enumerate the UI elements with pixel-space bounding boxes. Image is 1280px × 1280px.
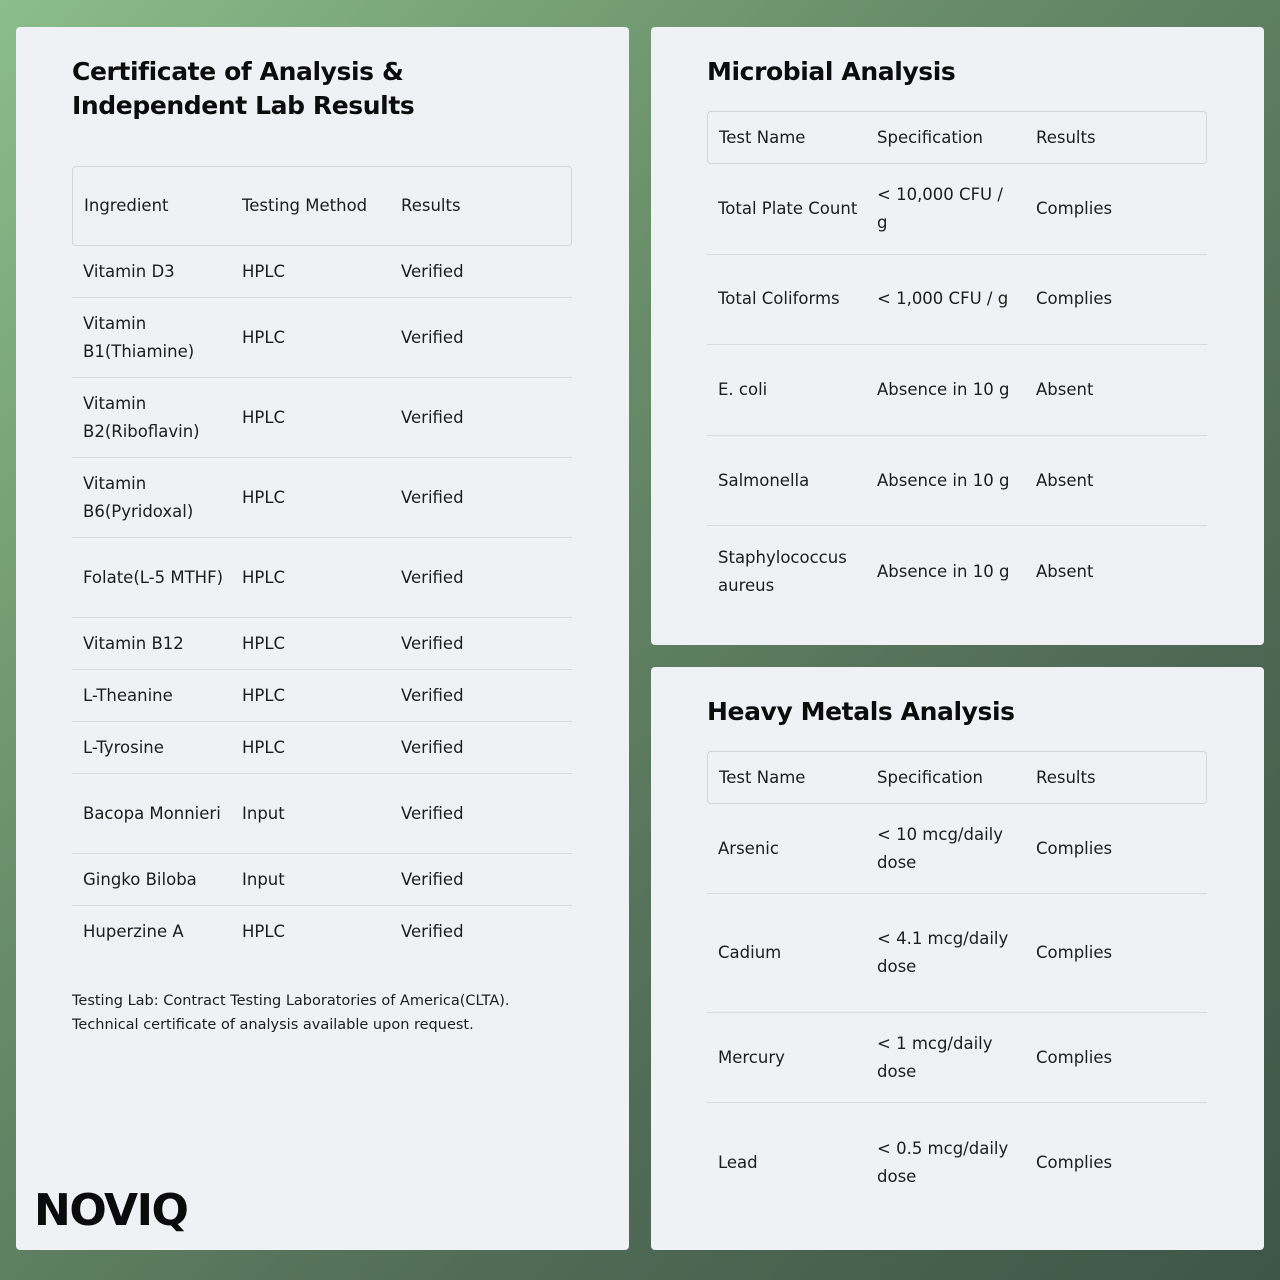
table-row bbox=[72, 458, 572, 538]
test-name-cell: Salmonella bbox=[707, 436, 866, 527]
header-test-name: Test Name bbox=[707, 751, 866, 804]
specification-cell: < 1 mcg/daily dose bbox=[866, 1013, 1025, 1103]
result-cell: Complies bbox=[1025, 1013, 1207, 1103]
result-cell: Complies bbox=[1025, 164, 1207, 255]
ingredient-cell: Vitamin B1(Thiamine) bbox=[72, 298, 231, 378]
header-results: Results bbox=[1025, 111, 1207, 164]
result-cell: Verified bbox=[390, 774, 572, 854]
microbial-card bbox=[651, 27, 1264, 645]
result-cell: Verified bbox=[390, 722, 572, 774]
table-header-row bbox=[707, 751, 1207, 804]
testing-lab-footnote bbox=[72, 989, 592, 1037]
method-cell: HPLC bbox=[231, 722, 390, 774]
header-test-name: Test Name bbox=[707, 111, 866, 164]
result-cell: Complies bbox=[1025, 804, 1207, 894]
header-results: Results bbox=[390, 166, 572, 246]
table-row bbox=[72, 854, 572, 906]
heavy-metals-card bbox=[651, 667, 1264, 1250]
table-row bbox=[707, 255, 1207, 346]
table-row bbox=[707, 894, 1207, 1013]
brand-logo: NOVIQ bbox=[34, 1185, 188, 1236]
microbial-table bbox=[707, 111, 1207, 617]
test-name-cell: Lead bbox=[718, 1152, 758, 1172]
test-name-cell: Arsenic bbox=[707, 804, 866, 894]
table-header-row bbox=[707, 111, 1207, 164]
specification-cell: Absence in 10 g bbox=[866, 436, 1025, 527]
result-cell: Verified bbox=[390, 538, 572, 618]
result-cell: Complies bbox=[1025, 255, 1207, 346]
test-name-cell: E. coli bbox=[707, 345, 866, 436]
result-cell: Absent bbox=[1025, 436, 1207, 527]
specification-cell: < 0.5 mcg/daily dose bbox=[877, 1138, 1009, 1186]
method-cell: HPLC bbox=[231, 378, 390, 458]
specification-cell: < 1,000 CFU / g bbox=[866, 255, 1025, 346]
ingredient-cell: L-Theanine bbox=[72, 670, 231, 722]
method-cell: HPLC bbox=[242, 922, 286, 941]
table-row bbox=[72, 538, 572, 618]
result-cell: Verified bbox=[390, 854, 572, 906]
table-row bbox=[72, 618, 572, 670]
heavy-metals-table bbox=[707, 751, 1207, 1222]
specification-cell: < 10 mcg/daily dose bbox=[866, 804, 1025, 894]
test-name-cell: Cadium bbox=[707, 894, 866, 1013]
method-cell: Input bbox=[231, 774, 390, 854]
result-cell: Verified bbox=[390, 246, 572, 298]
result-cell: Verified bbox=[390, 458, 572, 538]
table-row bbox=[72, 670, 572, 722]
result-cell: Verified bbox=[390, 378, 572, 458]
table-row bbox=[707, 436, 1207, 527]
method-cell: HPLC bbox=[231, 246, 390, 298]
test-name-cell: Total Coliforms bbox=[707, 255, 866, 346]
table-row bbox=[72, 722, 572, 774]
method-cell: HPLC bbox=[231, 458, 390, 538]
footnote-request-line: Technical certificate of analysis available upon request. bbox=[72, 1017, 474, 1033]
result-cell: Absent bbox=[1036, 561, 1094, 581]
coa-table bbox=[72, 166, 572, 958]
method-cell: HPLC bbox=[231, 670, 390, 722]
coa-title: Certificate of Analysis & Independent Lab Results bbox=[72, 57, 415, 120]
table-row bbox=[707, 804, 1207, 894]
result-cell: Complies bbox=[1036, 1152, 1113, 1172]
result-cell: Verified bbox=[390, 298, 572, 378]
ingredient-cell: Folate(L-5 MTHF) bbox=[72, 538, 231, 618]
table-row bbox=[72, 774, 572, 854]
specification-cell: Absence in 10 g bbox=[866, 345, 1025, 436]
ingredient-cell: Huperzine A bbox=[83, 922, 184, 941]
header-results: Results bbox=[1025, 751, 1207, 804]
method-cell: HPLC bbox=[231, 618, 390, 670]
ingredient-cell: L-Tyrosine bbox=[72, 722, 231, 774]
table-row bbox=[72, 906, 572, 958]
specification-cell: < 4.1 mcg/daily dose bbox=[866, 894, 1025, 1013]
table-row bbox=[707, 164, 1207, 255]
test-name-cell: Total Plate Count bbox=[707, 164, 866, 255]
test-name-cell: Mercury bbox=[707, 1013, 866, 1103]
ingredient-cell: Vitamin D3 bbox=[72, 246, 231, 298]
header-testing-method: Testing Method bbox=[231, 166, 390, 246]
specification-cell: < 10,000 CFU / g bbox=[866, 164, 1025, 255]
method-cell: HPLC bbox=[231, 298, 390, 378]
result-cell: Verified bbox=[390, 618, 572, 670]
ingredient-cell: Vitamin B2(Riboflavin) bbox=[72, 378, 231, 458]
header-ingredient: Ingredient bbox=[72, 166, 231, 246]
table-row bbox=[72, 298, 572, 378]
header-specification: Specification bbox=[866, 751, 1025, 804]
table-row bbox=[707, 526, 1207, 617]
ingredient-cell: Vitamin B12 bbox=[72, 618, 231, 670]
result-cell: Complies bbox=[1025, 894, 1207, 1013]
table-row bbox=[707, 1013, 1207, 1103]
table-row bbox=[72, 378, 572, 458]
method-cell: HPLC bbox=[231, 538, 390, 618]
result-cell: Verified bbox=[390, 670, 572, 722]
ingredient-cell: Bacopa Monnieri bbox=[72, 774, 231, 854]
result-cell: Verified bbox=[401, 922, 464, 941]
coa-card bbox=[16, 27, 629, 1250]
heavy-metals-title: Heavy Metals Analysis bbox=[707, 697, 1015, 726]
specification-cell: Absence in 10 g bbox=[877, 561, 1010, 581]
method-cell: Input bbox=[231, 854, 390, 906]
result-cell: Absent bbox=[1025, 345, 1207, 436]
ingredient-cell: Gingko Biloba bbox=[72, 854, 231, 906]
microbial-title: Microbial Analysis bbox=[707, 57, 956, 86]
table-row bbox=[707, 1103, 1207, 1222]
table-row bbox=[707, 345, 1207, 436]
ingredient-cell: Vitamin B6(Pyridoxal) bbox=[72, 458, 231, 538]
test-name-cell: Staphylococcus aureus bbox=[718, 547, 847, 595]
table-header-row bbox=[72, 166, 572, 246]
footnote-lab-line: Testing Lab: Contract Testing Laboratories of America(CLTA). bbox=[72, 993, 510, 1009]
header-specification: Specification bbox=[866, 111, 1025, 164]
table-row bbox=[72, 246, 572, 298]
